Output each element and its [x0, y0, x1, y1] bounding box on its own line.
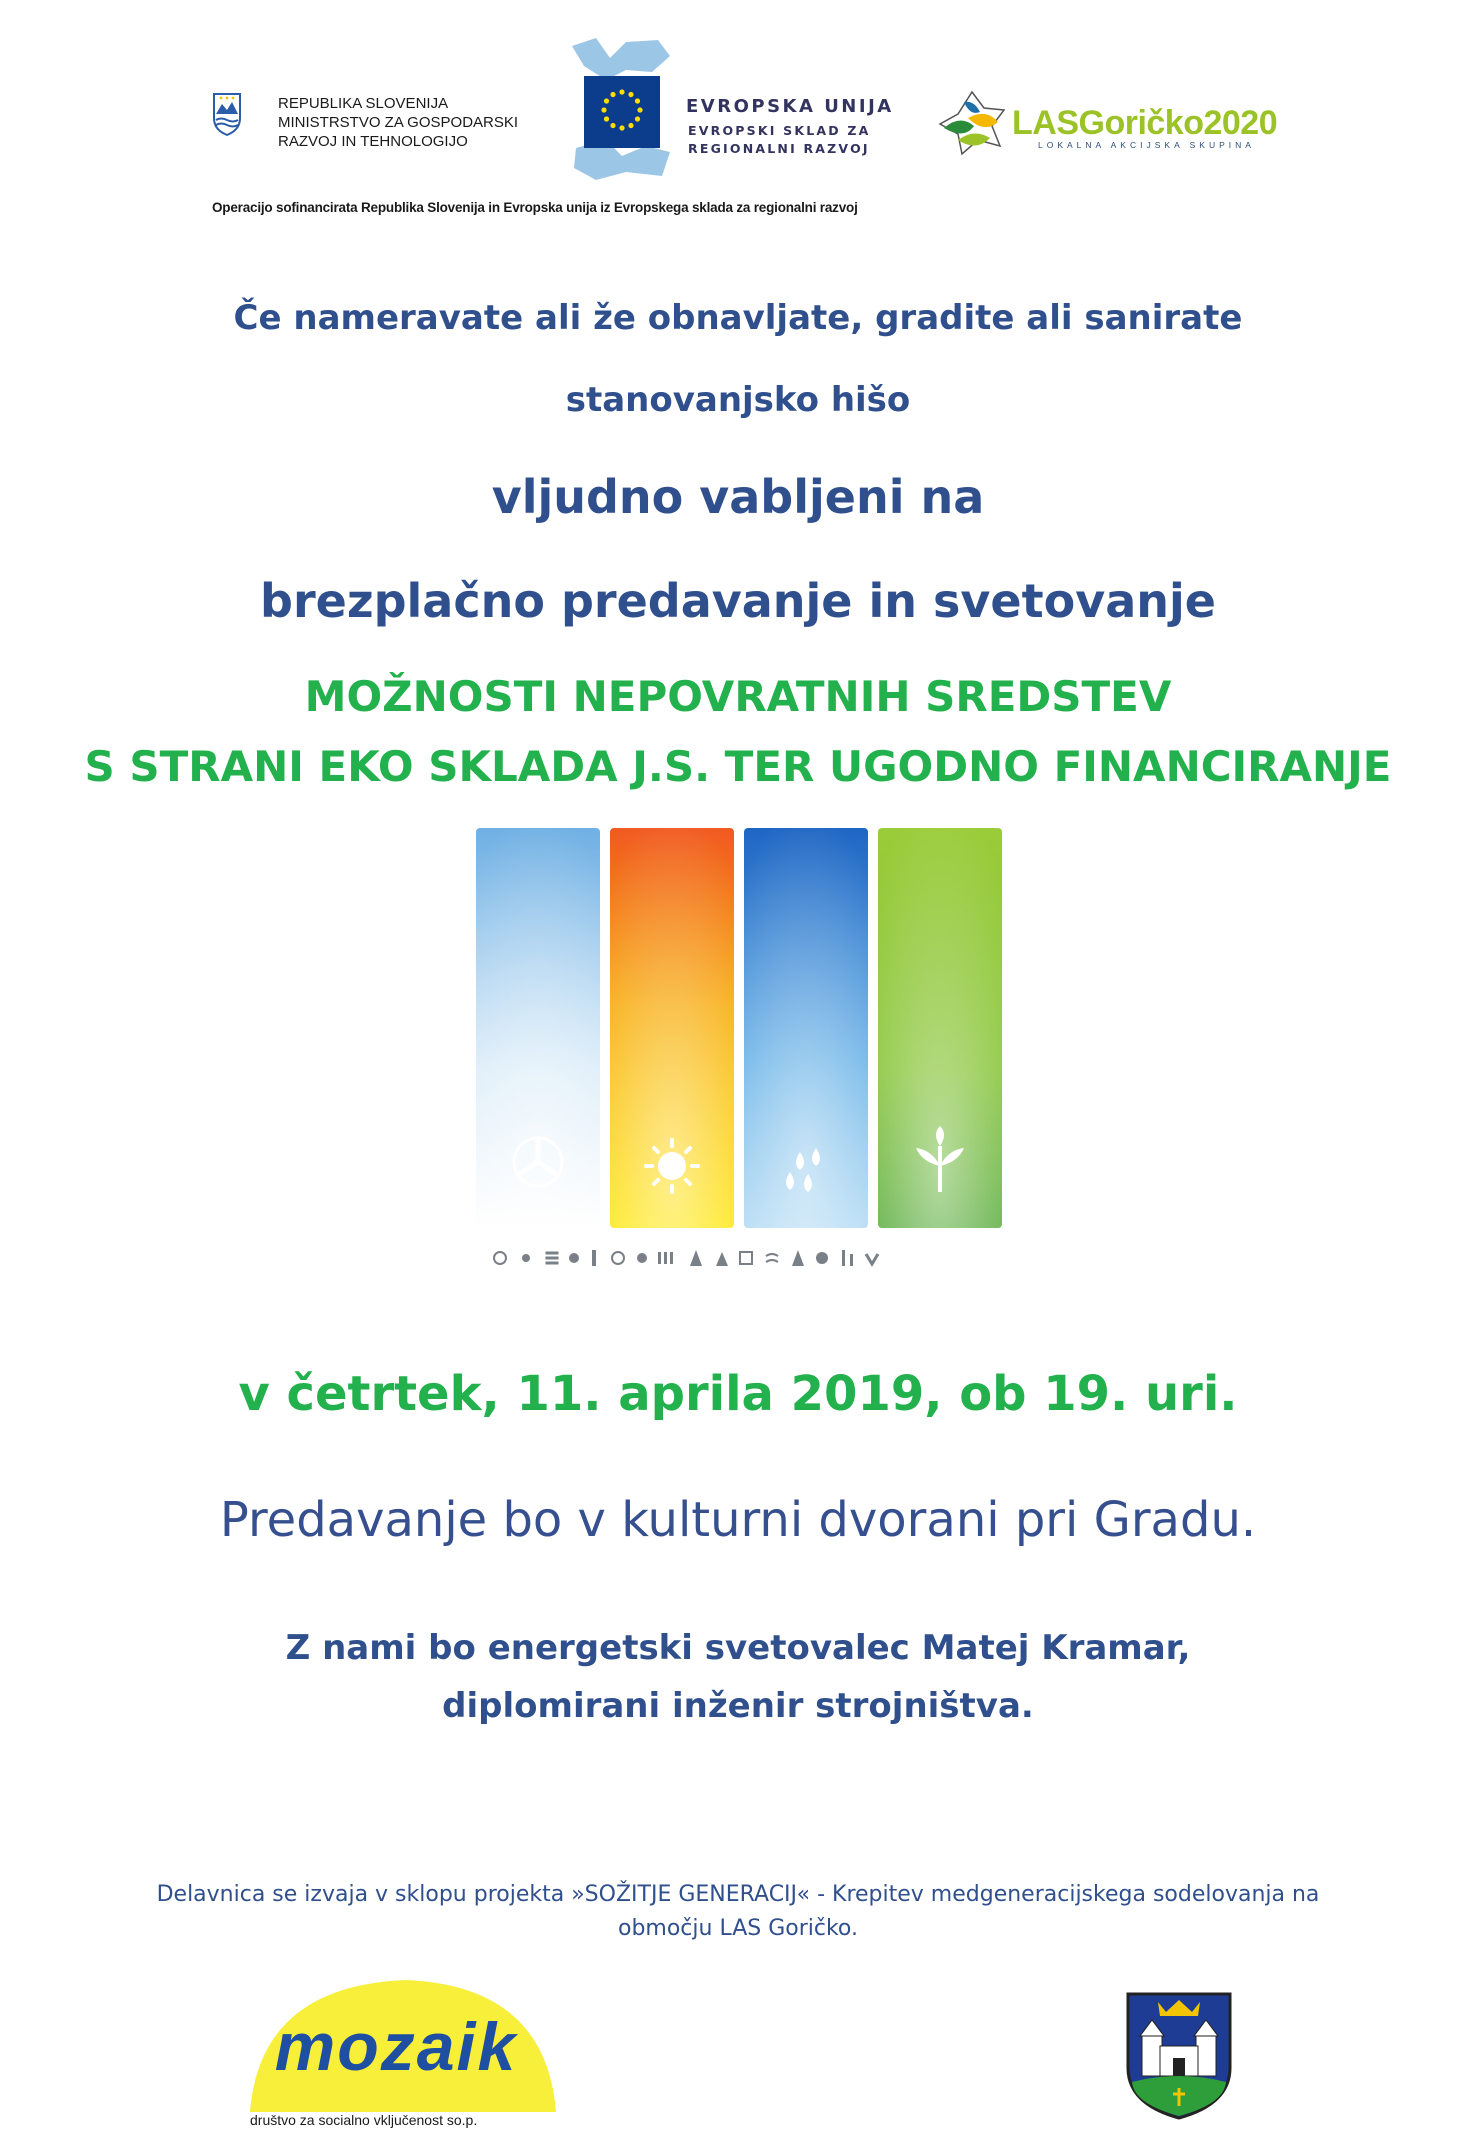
wind-panel [476, 828, 600, 1228]
energy-icons-row [494, 1250, 878, 1266]
invite-line-2: brezplačno predavanje in svetovanje [260, 574, 1216, 628]
speaker-line-2: diplomirani inženir strojništva. [442, 1686, 1034, 1726]
slovenia-coat-of-arms [212, 92, 242, 136]
las-goricko-logo [934, 88, 1010, 160]
topic-line-1: MOŽNOSTI NEPOVRATNIH SREDSTEV [304, 672, 1172, 721]
plant-panel [878, 828, 1002, 1228]
project-note [0, 1878, 1476, 1946]
mozaik-logo [246, 1976, 558, 2112]
mozaik-wordmark: mozaik [274, 2009, 518, 2085]
sun-panel [610, 828, 734, 1228]
event-location: Predavanje bo v kulturni dvorani pri Gradu. [219, 1492, 1257, 1548]
project-note-line-2: območju LAS Goričko. [617, 1916, 858, 1941]
speaker-line-1: Z nami bo energetski svetovalec Matej Kramar, [285, 1628, 1191, 1668]
intro-line-1: Če nameravate ali že obnavljate, gradite ali sanirate [233, 298, 1243, 338]
renewable-energy-illustration [470, 826, 1016, 1276]
mozaik-caption: društvo za socialno vključenost so.p. [250, 2112, 478, 2128]
las-subtitle: LOKALNA AKCIJSKA SKUPINA [1038, 140, 1255, 150]
las-title: LASGoričko2020 [1012, 104, 1278, 142]
project-note-line-1: Delavnica se izvaja v sklopu projekta »SOŽITJE GENERACIJ« - Krepitev medgeneracijskega sodelovanja na [156, 1882, 1320, 1907]
cofinancing-note: Operacijo sofinancirata Republika Slovenija in Evropska unija iz Evropskega sklada za regionalni razvoj [212, 200, 858, 215]
intro-line-2: stanovanjsko hišo [565, 380, 911, 420]
eu-title: EVROPSKA UNIJA [686, 96, 894, 117]
topic-line-2: S STRANI EKO SKLADA J.S. TER UGODNO FINANCIRANJE [84, 742, 1392, 791]
eu-regional-fund-logo [566, 36, 676, 182]
eu-subtitle: EVROPSKI SKLAD ZA REGIONALNI RAZVOJ [688, 123, 871, 156]
municipality-coat-of-arms [1124, 1990, 1234, 2120]
water-panel [744, 828, 868, 1228]
event-date-time: v četrtek, 11. aprila 2019, ob 19. uri. [238, 1366, 1238, 1422]
invite-line-1: vljudno vabljeni na [491, 470, 985, 524]
ministry-text: REPUBLIKA SLOVENIJA MINISTRSTVO ZA GOSPODARSKI RAZVOJ IN TEHNOLOGIJO [278, 95, 519, 150]
